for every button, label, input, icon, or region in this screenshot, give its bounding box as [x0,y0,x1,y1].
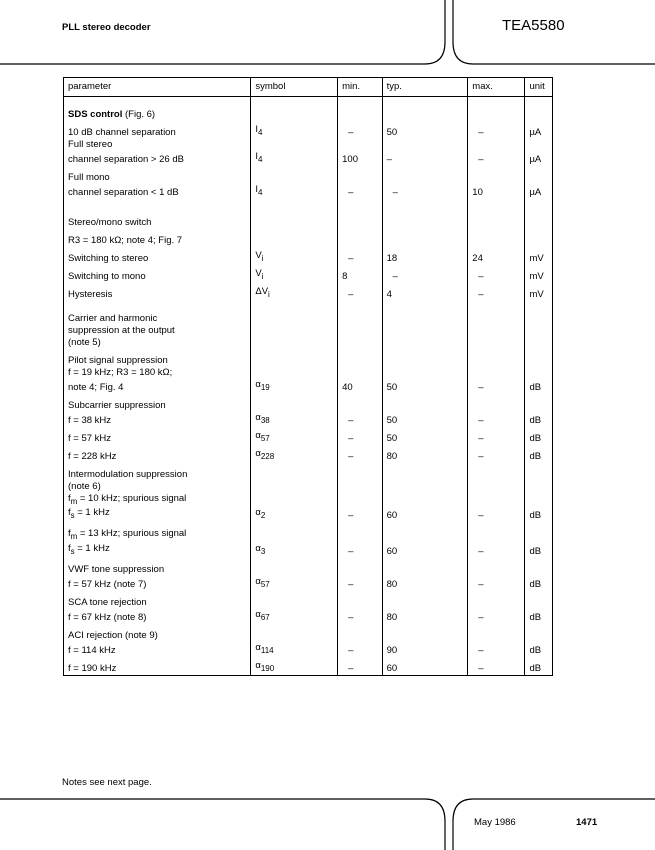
min: – [338,184,382,199]
table-header-row [64,78,553,97]
symbol: $\alpha_3$ [251,543,338,558]
max: – [468,576,525,591]
condition: f = 57 kHz (note 7) [64,576,251,591]
table-row [64,379,553,394]
symbol: $I_4$ [251,184,338,199]
typ: 60 [382,657,468,676]
min: – [338,657,382,676]
table-row [64,642,553,657]
param: f = 190 kHz [64,657,251,676]
max: – [468,657,525,676]
table-row [64,229,553,247]
unit: dB [525,412,553,427]
symbol: $I_4$ [251,151,338,166]
symbol: $\alpha_{190}$ [251,657,338,676]
typ: 80 [382,576,468,591]
table-row [64,172,553,184]
typ: 50 [382,427,468,445]
typ: 90 [382,642,468,657]
unit: dB [525,543,553,558]
param: f = 114 kHz [64,642,251,657]
unit: µA [525,151,553,166]
symbol: $I_4$ [251,121,338,139]
min: – [338,247,382,265]
col-min: min. [338,78,382,97]
param: ACI rejection (note 9) [64,630,251,642]
min: – [338,445,382,463]
table-row [64,151,553,166]
section-title: suppression at the output [64,325,251,337]
condition: f = 67 kHz (note 8) [64,609,251,624]
symbol: $\alpha_2$ [251,507,338,522]
unit: µA [525,184,553,199]
max: – [468,283,525,301]
unit: dB [525,657,553,676]
param: Subcarrier suppression [64,400,251,412]
param: Intermodulation suppression [64,469,251,481]
table-row [64,630,553,642]
param: f = 38 kHz [64,412,251,427]
condition: note 4; Fig. 4 [64,379,251,394]
typ: 80 [382,445,468,463]
typ: 4 [382,283,468,301]
table-row [64,564,553,576]
symbol: $V_i$ [251,265,338,283]
max: – [468,507,525,522]
col-parameter: parameter [64,78,251,97]
spec-table [63,77,553,676]
unit: mV [525,247,553,265]
typ: 60 [382,507,468,522]
section-ref: (Fig. 6) [122,109,156,120]
min: – [338,609,382,624]
condition: $f_s = 1$ kHz [64,543,251,558]
param: SCA tone rejection [64,597,251,609]
table-row [64,400,553,412]
section-stereo-mono [64,211,553,229]
min: – [338,507,382,522]
symbol: $\alpha_{19}$ [251,379,338,394]
notes-reference: Notes see next page. [62,777,152,788]
condition: R3 = 180 kΩ; note 4; Fig. 7 [64,229,251,247]
unit: dB [525,379,553,394]
section-title: Stereo/mono switch [64,211,251,229]
param: Pilot signal suppression [64,355,251,367]
footer-date: May 1986 [474,817,516,828]
min: – [338,121,382,139]
min: – [338,576,382,591]
symbol: $\alpha_{57}$ [251,576,338,591]
table-row [64,355,553,367]
param: channel separation > 26 dB [64,151,251,166]
max: – [468,543,525,558]
table-row [64,609,553,624]
unit: dB [525,609,553,624]
param: Full mono [64,172,251,184]
table-row [64,184,553,199]
typ: 50 [382,412,468,427]
symbol: $\alpha_{38}$ [251,412,338,427]
section-carrier [64,313,553,325]
max: – [468,151,525,166]
section-sds [64,103,553,121]
max: – [468,642,525,657]
symbol: $\alpha_{57}$ [251,427,338,445]
typ: – [382,184,468,199]
typ: 80 [382,609,468,624]
unit: µA [525,121,553,139]
min: 40 [338,379,382,394]
table-row [64,247,553,265]
table-row [64,121,553,139]
page-number: 1471 [576,817,598,828]
col-symbol: symbol [251,78,338,97]
min: – [338,412,382,427]
table-row [64,507,553,522]
unit: mV [525,283,553,301]
param: f = 57 kHz [64,427,251,445]
param: f = 228 kHz [64,445,251,463]
table-row [64,139,553,151]
section-title: SDS control [68,109,123,120]
header-part-number: TEA5580 [502,17,565,34]
table-row [64,543,553,558]
min: – [338,543,382,558]
typ: – [382,265,468,283]
section-title: Carrier and harmonic [64,313,251,325]
symbol: $V_i$ [251,247,338,265]
max: – [468,265,525,283]
header-title: PLL stereo decoder [62,22,151,33]
table-row [64,427,553,445]
min: 100 [338,151,382,166]
condition: $f_m = 13$ kHz; spurious signal [64,528,251,543]
symbol: $\alpha_{228}$ [251,445,338,463]
col-unit: unit [525,78,553,97]
typ: 60 [382,543,468,558]
table-row [64,412,553,427]
unit: dB [525,576,553,591]
min: – [338,283,382,301]
table-row [64,445,553,463]
min: 8 [338,265,382,283]
typ: 50 [382,379,468,394]
max: – [468,427,525,445]
min: – [338,427,382,445]
section-note: (note 5) [64,337,251,349]
max: – [468,121,525,139]
condition: $f_m = 10$ kHz; spurious signal [64,493,251,508]
param: 10 dB channel separation [64,121,251,139]
max: – [468,379,525,394]
table-row [64,597,553,609]
table-row [64,657,553,676]
typ: 50 [382,121,468,139]
col-max: max. [468,78,525,97]
typ: – [382,151,468,166]
unit: dB [525,427,553,445]
symbol: $\alpha_{114}$ [251,642,338,657]
param: Switching to mono [64,265,251,283]
param: VWF tone suppression [64,564,251,576]
unit: mV [525,265,553,283]
typ: 18 [382,247,468,265]
condition: f = 19 kHz; R3 = 180 kΩ; [64,367,251,379]
unit: dB [525,507,553,522]
min: – [338,642,382,657]
max: – [468,412,525,427]
unit: dB [525,445,553,463]
table-row [64,576,553,591]
symbol: $\Delta V_i$ [251,283,338,301]
condition: $f_s = 1$ kHz [64,507,251,522]
table-row [64,265,553,283]
max: – [468,445,525,463]
param: Hysteresis [64,283,251,301]
max: – [468,609,525,624]
table-row [64,469,553,481]
section-note: (note 6) [64,481,251,493]
max: 24 [468,247,525,265]
param: channel separation < 1 dB [64,184,251,199]
max: 10 [468,184,525,199]
param: Switching to stereo [64,247,251,265]
table-row [64,283,553,301]
param: Full stereo [64,139,251,151]
unit: dB [525,642,553,657]
symbol: $\alpha_{67}$ [251,609,338,624]
col-typ: typ. [382,78,468,97]
